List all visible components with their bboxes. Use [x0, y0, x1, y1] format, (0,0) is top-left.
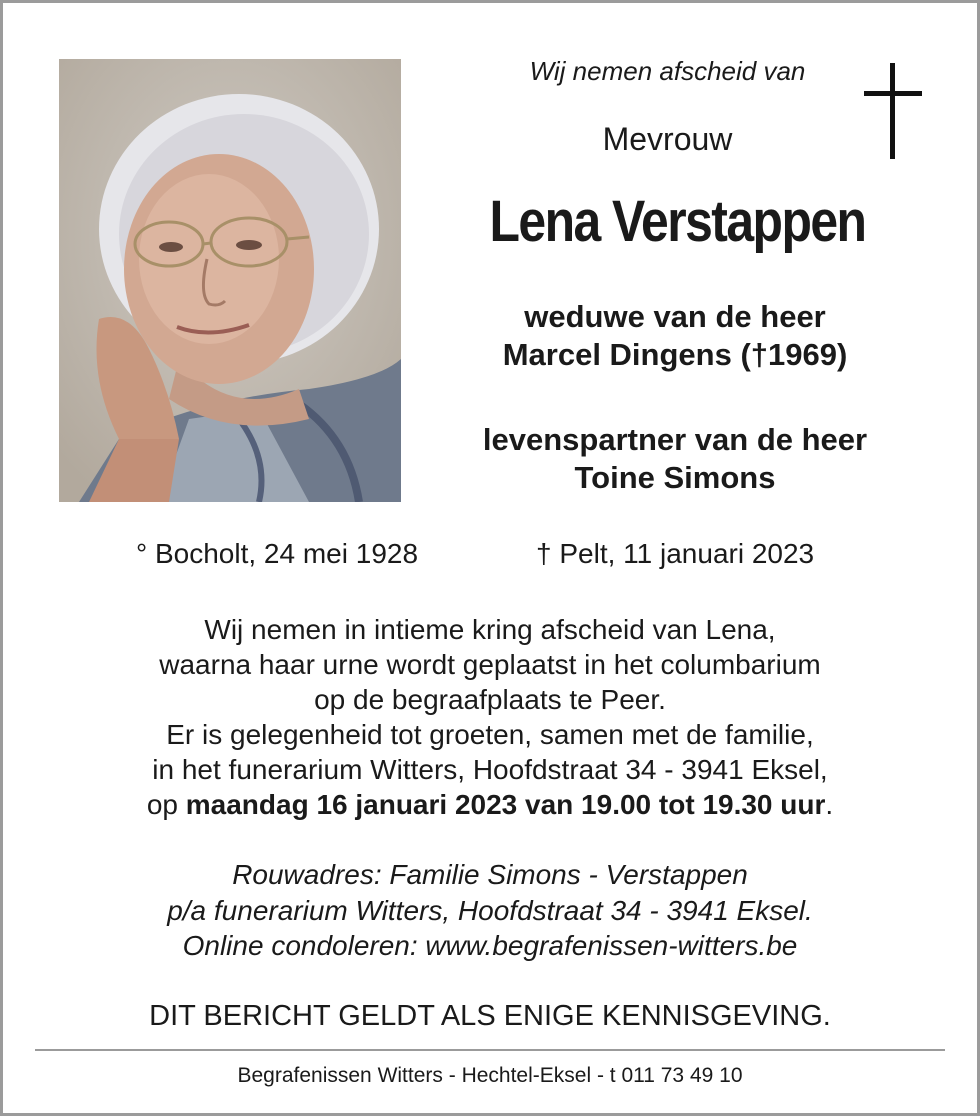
divider: [35, 1049, 945, 1051]
mourning-address: [0, 857, 980, 964]
condolence-link[interactable]: Online condoleren: www.begrafenissen-witters.be: [182, 930, 798, 961]
intro-text: Wij nemen afscheid van: [529, 56, 806, 86]
relation-partner-line-2: Toine Simons: [574, 460, 776, 495]
death-date: † Pelt, 11 januari 2023: [536, 538, 815, 569]
visitation-time: maandag 16 januari 2023 van 19.00 tot 19.30 uur: [185, 789, 826, 820]
ceremony-line: Wij nemen in intieme kring afscheid van Lena,: [204, 614, 776, 645]
visitation-prefix: op: [146, 789, 186, 820]
salutation: Mevrouw: [602, 121, 733, 157]
ceremony-line: Er is gelegenheid tot groeten, samen met de familie,: [166, 719, 814, 750]
ceremony-line: in het funerarium Witters, Hoofdstraat 34 - 3941 Eksel,: [152, 754, 828, 785]
footer-contact: Begrafenissen Witters - Hechtel-Eksel - t 011 73 49 10: [237, 1064, 743, 1087]
portrait-photo: [59, 59, 401, 502]
birth-date: ° Bocholt, 24 mei 1928: [136, 538, 419, 569]
visitation-suffix: .: [825, 789, 834, 820]
official-notice: DIT BERICHT GELDT ALS ENIGE KENNISGEVING.: [149, 1000, 831, 1032]
deceased-name: Lena Verstappen: [489, 189, 866, 254]
relation-widow: [440, 298, 910, 374]
portrait-illustration: [59, 59, 401, 502]
relation-partner-line-1: levenspartner van de heer: [482, 422, 868, 457]
visitation-line: [0, 787, 980, 822]
address-line: p/a funerarium Witters, Hoofdstraat 34 - 3941 Eksel.: [167, 894, 813, 926]
ceremony-line: waarna haar urne wordt geplaatst in het columbarium: [159, 649, 821, 680]
relation-widow-line-1: weduwe van de heer: [524, 299, 826, 334]
relation-widow-line-2: Marcel Dingens (†1969): [502, 337, 848, 372]
address-line: Rouwadres: Familie Simons - Verstappen: [232, 859, 748, 890]
ceremony-line: op de begraafplaats te Peer.: [314, 684, 666, 715]
ceremony-text: [0, 612, 980, 822]
relation-partner: [440, 421, 910, 497]
